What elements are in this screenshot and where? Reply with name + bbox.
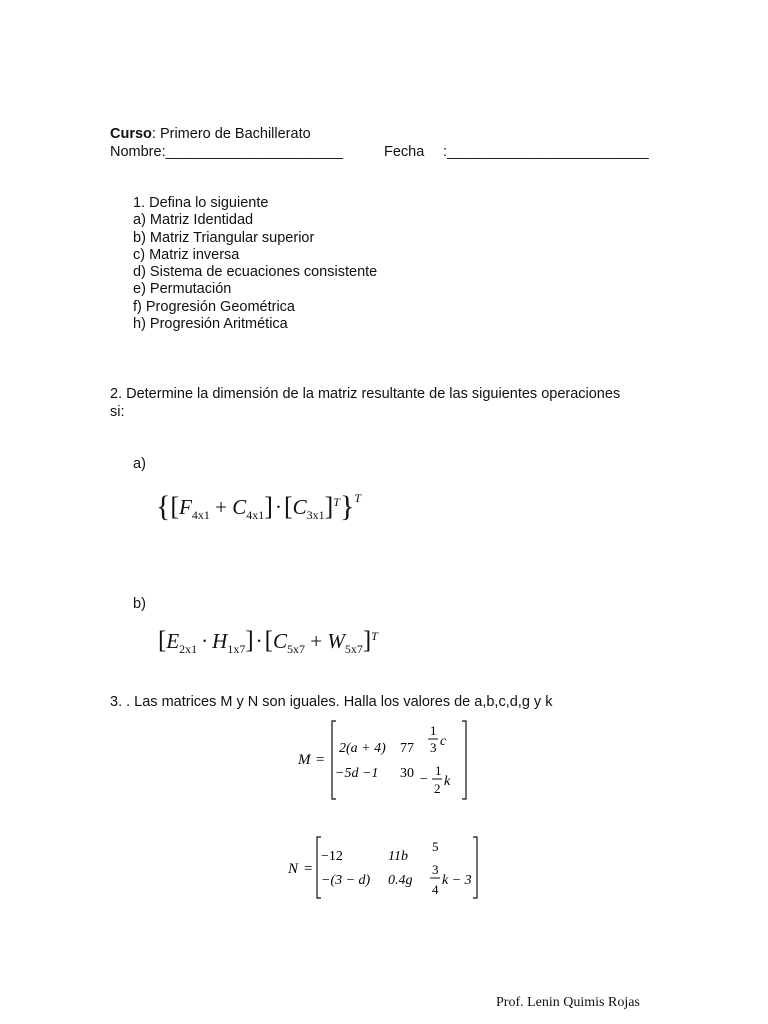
var-w: W — [327, 629, 345, 653]
sub-c2: 3x1 — [306, 508, 325, 523]
matrix-m-r1c2: 77 — [400, 741, 414, 756]
q2-a-label: a) — [133, 456, 146, 472]
matrix-n-r2c3-den: 4 — [432, 882, 439, 897]
dot-op-b2: · — [255, 629, 263, 653]
course-line — [110, 126, 311, 142]
var-f: F — [179, 495, 192, 519]
dot-op: · — [274, 495, 282, 519]
course-value: : Primero de Bachillerato — [151, 126, 311, 142]
matrix-n-right-bracket — [473, 837, 477, 898]
q1-item-a: a) Matriz Identidad — [133, 212, 254, 229]
var-e: E — [166, 629, 180, 653]
plus-op: + — [215, 495, 227, 519]
matrix-m-r1c3-num: 1 — [430, 723, 437, 738]
matrix-m-r2c3-num: 1 — [435, 763, 442, 778]
var-h: H — [212, 629, 228, 653]
q2-prompt-line2: si: — [110, 404, 125, 420]
matrix-m-r2c2: 30 — [400, 766, 414, 781]
transpose-inner: T — [333, 495, 340, 509]
matrix-n-r1c1: −12 — [321, 849, 343, 864]
matrix-m-left-bracket — [332, 721, 336, 799]
brace-close-glyph: } — [339, 490, 355, 523]
matrix-m-r2c3-sign: − — [420, 772, 428, 787]
q1-list — [133, 195, 377, 333]
dot-op-b1: · — [201, 629, 209, 653]
matrix-n-r2c3-tail: k − 3 — [442, 873, 472, 888]
matrix-m-r1c1: 2(a + 4) — [339, 741, 386, 756]
bracket-close-glyph-b1: ] — [245, 627, 254, 654]
q1-item-f: f) Progresión Geométrica — [133, 298, 295, 315]
matrix-m — [290, 716, 490, 804]
matrix-n-r1c2: 11b — [388, 849, 408, 864]
q2-expression-b — [158, 618, 378, 657]
matrix-m-r1c3-den: 3 — [430, 740, 437, 755]
q1-item-c: c) Matriz inversa — [133, 246, 240, 263]
matrix-n-left-bracket — [317, 837, 321, 898]
sub-c: 4x1 — [246, 508, 265, 523]
sub-h: 1x7 — [227, 642, 246, 657]
q2-expression-a — [156, 478, 362, 523]
bracket-open-glyph-b2: [ — [264, 627, 273, 654]
matrix-n-r2c3-num: 3 — [432, 862, 439, 877]
var-c2: C — [292, 495, 307, 519]
brace-open-glyph: { — [156, 490, 171, 523]
matrix-n-eq: = — [304, 861, 313, 877]
signature: Prof. Lenin Quimis Rojas — [496, 995, 640, 1010]
q1-item-h: h) Progresión Aritmética — [133, 316, 288, 333]
name-line: Nombre:______________________ — [110, 144, 344, 160]
bracket-open-glyph: [ — [170, 492, 180, 521]
date-label: Fecha — [384, 144, 425, 160]
sub-w: 5x7 — [344, 642, 363, 657]
course-label: Curso — [110, 126, 152, 142]
matrix-n-r1c3: 5 — [432, 839, 439, 854]
q1-item-d: d) Sistema de ecuaciones consistente — [133, 264, 378, 281]
q1-item-b: b) Matriz Triangular superior — [133, 229, 315, 246]
bracket-open-glyph-b1: [ — [158, 627, 167, 654]
sub-c-b: 5x7 — [287, 642, 305, 657]
q2-b-label: b) — [133, 596, 146, 612]
bracket-close-glyph-b2: ] — [362, 627, 372, 654]
q1-item-title: 1. Defina lo siguiente — [133, 195, 269, 211]
matrix-m-r2c1: −5d −1 — [335, 766, 379, 781]
bracket-open-glyph-2: [ — [283, 492, 293, 521]
q3-prompt: 3. . Las matrices M y N son iguales. Halla los valores de a,b,c,d,g y k — [110, 694, 553, 710]
sub-e: 2x1 — [179, 642, 198, 657]
q1-item-e: e) Permutación — [133, 281, 232, 298]
transpose-b: T — [371, 629, 378, 643]
matrix-n-r2c1: −(3 − d) — [321, 873, 371, 888]
matrix-m-right-bracket — [462, 721, 466, 799]
matrix-m-r2c3-den: 2 — [434, 781, 441, 796]
plus-op-b: + — [310, 629, 323, 653]
matrix-m-r2c3-var: k — [444, 774, 451, 789]
matrix-n — [280, 832, 490, 904]
matrix-n-name: N — [288, 861, 299, 877]
bracket-close-glyph: ] — [264, 492, 273, 521]
sub-f: 4x1 — [191, 508, 210, 523]
transpose-outer: T — [354, 491, 362, 505]
matrix-m-name: M — [298, 752, 311, 768]
q2-prompt-line1: 2. Determine la dimensión de la matriz resultante de las siguientes operaciones — [110, 386, 621, 402]
bracket-close-glyph-2: ] — [324, 492, 334, 521]
matrix-m-eq: = — [316, 752, 325, 768]
var-c-b: C — [272, 629, 287, 653]
matrix-n-r2c2: 0.4g — [388, 873, 413, 888]
matrix-m-r1c3-var: c — [440, 734, 447, 749]
var-c: C — [232, 495, 247, 519]
date-line: :_________________________ — [443, 144, 649, 160]
